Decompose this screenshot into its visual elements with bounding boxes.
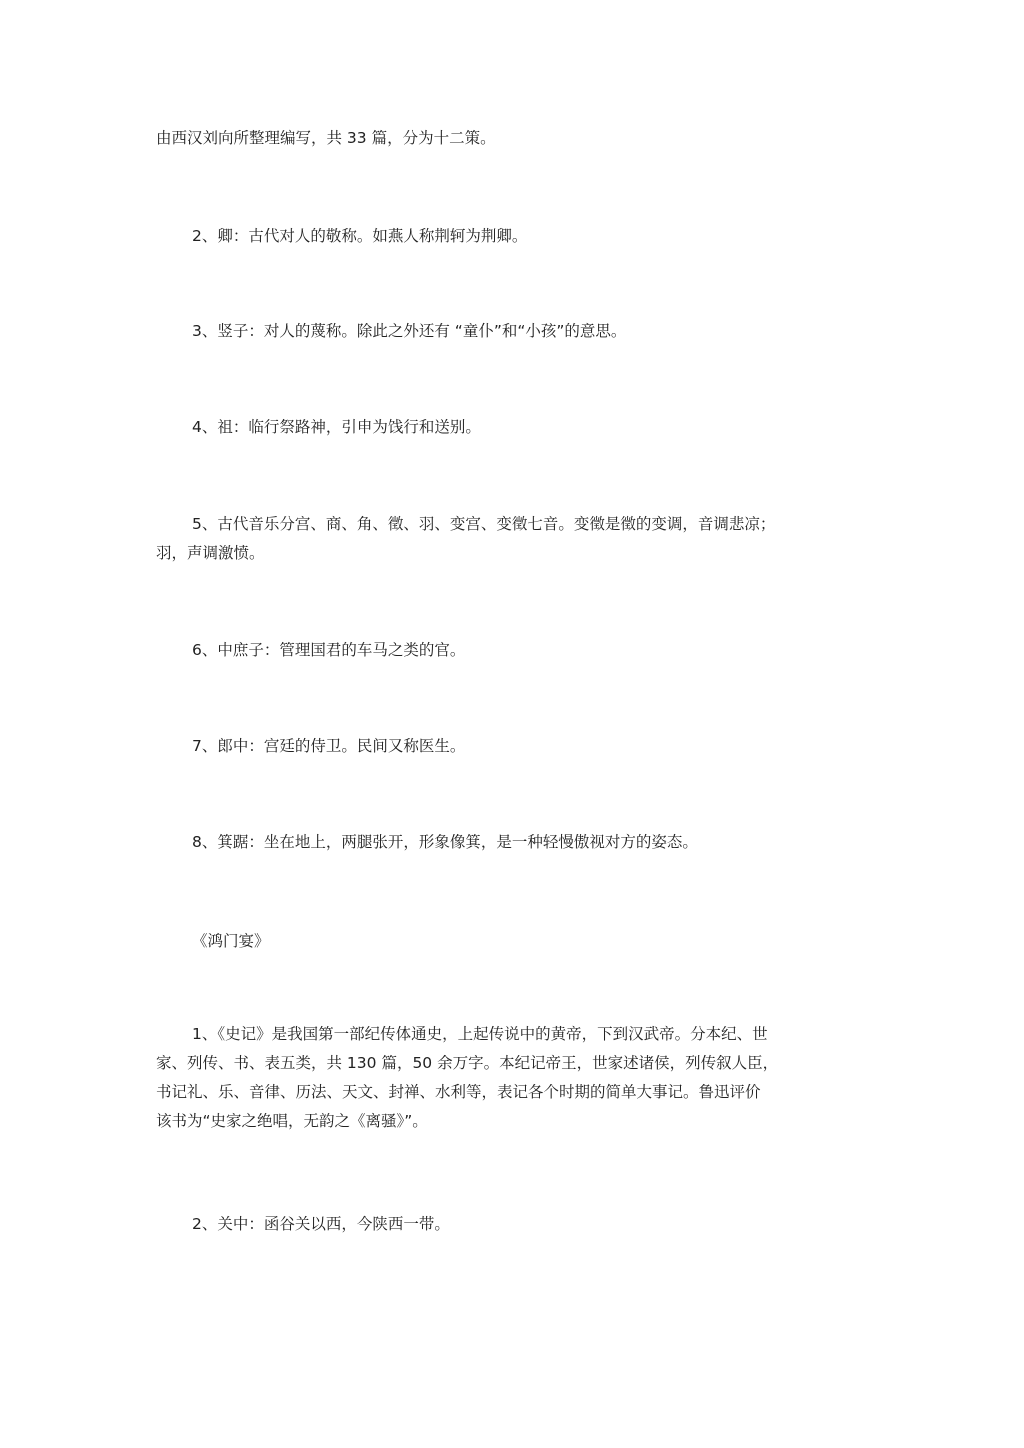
- note-jiju: 8、箕踞：坐在地上，两腿张开，形象像箕，是一种轻慢傲视对方的姿态。: [192, 833, 698, 851]
- note-shiji-line-3: 书记礼、乐、音律、历法、天文、封禅、水利等，表记各个时期的简单大事记。鲁迅评价: [156, 1083, 761, 1101]
- note-shiji: [156, 1020, 861, 1136]
- note-music-scales: [156, 510, 861, 568]
- note-shiji-line-1: 1、《史记》是我国第一部纪传体通史，上起传说中的黄帝，下到汉武帝。分本纪、世: [192, 1025, 768, 1043]
- note-shiji-line-2: 家、列传、书、表五类，共 130 篇，50 余万字。本纪记帝王，世家述诸侯，列传叙人臣，: [156, 1054, 779, 1072]
- note-shuzi: 3、竖子：对人的蔑称。除此之外还有 “童仆”和“小孩”的意思。: [192, 322, 627, 340]
- note-qing: 2、卿：古代对人的敬称。如燕人称荆轲为荆卿。: [192, 227, 528, 245]
- note-guanzhong: 2、关中：函谷关以西，今陕西一带。: [192, 1215, 450, 1233]
- note-shiji-line-4: 该书为“史家之绝唱，无韵之《离骚》”。: [156, 1112, 428, 1130]
- section-heading-hongmenyan: 《鸿门宴》: [192, 932, 270, 950]
- note-langzhong: 7、郎中：宫廷的侍卫。民间又称医生。: [192, 737, 466, 755]
- note-music-line-1: 5、古代音乐分宫、商、角、徵、羽、变宫、变徵七音。变徵是徵的变调，音调悲凉；: [192, 515, 776, 533]
- paragraph-zhanguoce-intro: 由西汉刘向所整理编写，共 33 篇，分为十二策。: [156, 129, 496, 147]
- note-zu: 4、祖：临行祭路神，引申为饯行和送别。: [192, 418, 481, 436]
- note-music-line-2: 羽，声调激愤。: [156, 544, 265, 562]
- note-zhongshuzi: 6、中庶子：管理国君的车马之类的官。: [192, 641, 466, 659]
